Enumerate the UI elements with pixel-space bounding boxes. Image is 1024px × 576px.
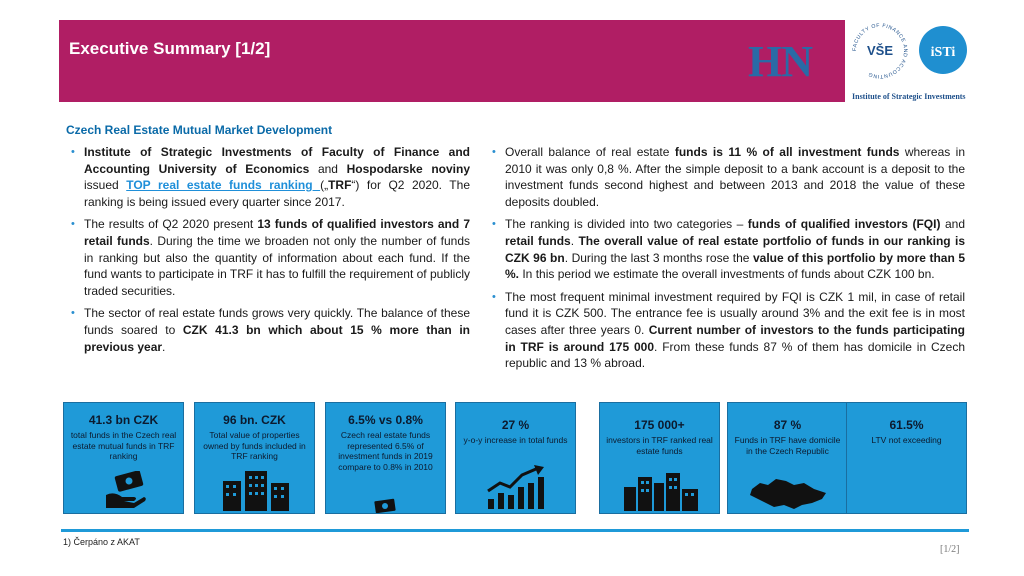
hn-logo: HN — [748, 37, 812, 86]
stat-card-share — [325, 402, 446, 514]
text: . During the time we broaden not only the number of funds in ranking but also the quantity of information about each fund. If the fund wants to participate in TRF it has to fulfill the requirement of publicly traded securities. — [84, 233, 471, 298]
text: “) for Q2 2020. The ranking is being issued every quarter since 2017. — [84, 178, 470, 209]
bold-text: The overall value of real estate portfolio of funds in our ranking is CZK 96 bn — [505, 233, 965, 265]
text: In this period we estimate the overall investments of funds about CZK 100 bn. — [519, 267, 935, 282]
text: The most frequent minimal investment required by FQI is CZK 1 mil, in case of retail fund it is CZK 500. The entrance fee is usually around 3% and the exit fee is in most cases after three years 0. — [505, 289, 965, 337]
bold-text: funds of qualified investors (FQI) — [747, 217, 941, 232]
bullet-item — [491, 144, 965, 210]
stat-value: 41.3 bn CZK — [88, 413, 159, 427]
growth-chart-icon — [484, 465, 550, 511]
money-icon — [374, 497, 398, 513]
text: . — [570, 233, 579, 248]
bold-text: funds is 11 % of all investment funds — [674, 145, 900, 159]
bold-text: Hospodarske noviny — [346, 161, 470, 176]
page-number: [1/2] — [940, 544, 960, 555]
bold-text: Institute of Strategic Investments of Faculty of Finance and Accounting University of Economics — [84, 145, 470, 176]
right-column — [491, 144, 965, 378]
text: and — [309, 161, 347, 176]
stat-card-domicile — [727, 402, 848, 514]
section-title: Czech Real Estate Mutual Market Development — [66, 123, 333, 137]
czech-map-icon — [748, 475, 830, 511]
stat-description: LTV not exceeding — [871, 435, 942, 445]
stat-card-properties — [194, 402, 315, 514]
buildings-icon — [221, 469, 291, 511]
bullet-item — [70, 216, 470, 299]
bullet-item — [70, 144, 470, 210]
bullet-item — [70, 305, 470, 355]
stat-value: 96 bn. CZK — [223, 413, 286, 427]
text: Overall balance of real estate — [505, 145, 675, 159]
bold-text: value of this portfolio by more than 5 %. — [505, 250, 966, 282]
stat-value: 87 % — [773, 418, 802, 432]
text: The results of Q2 2020 present — [84, 217, 258, 232]
stat-value: 61.5% — [889, 418, 924, 432]
stat-card-investors — [599, 402, 720, 514]
left-column — [70, 144, 470, 361]
stat-description: Czech real estate funds represented 6.5% of investment funds in 2019 compare to 0.8% in 2010 — [338, 430, 433, 472]
bold-text: CZK 41.3 bn which about 15 % more than in previous year — [84, 322, 471, 354]
text: and — [940, 217, 965, 232]
stat-value: 27 % — [501, 418, 530, 432]
stat-card-growth — [455, 402, 576, 514]
text: . During the last 3 months rose the — [564, 250, 753, 265]
vse-wordmark: VŠE — [866, 43, 894, 58]
stats-row — [63, 402, 968, 514]
bold-text: TRF — [328, 178, 352, 193]
bold-text: Current number of investors to the funds participating in TRF is around 175 000 — [505, 322, 965, 354]
stat-description: Total value of properties owned by funds included in TRF ranking — [203, 430, 306, 461]
stat-card-funds — [63, 402, 184, 514]
text: issued — [84, 178, 127, 193]
isi-caption: Institute of Strategic Investments — [852, 92, 966, 101]
stat-value: 175 000+ — [634, 418, 685, 432]
bullet-item — [491, 289, 965, 372]
money-hand-icon — [104, 471, 148, 509]
isi-logo — [917, 24, 969, 80]
vse-logo — [849, 20, 911, 82]
stat-description: total funds in the Czech real estate mutual funds in TRF ranking — [70, 430, 177, 461]
text: The ranking is divided into two categories – — [505, 217, 748, 232]
isi-wordmark: iSTi — [930, 45, 956, 60]
trf-ranking-link[interactable]: TOP real estate funds ranking — [126, 178, 321, 193]
text: The sector of real estate funds grows very quickly. The balance of these funds soared to — [84, 306, 470, 337]
stat-description: y-o-y increase in total funds — [463, 435, 568, 445]
footnote: 1) Čerpáno z AKAT — [63, 537, 140, 547]
header-banner — [59, 20, 845, 102]
bold-text: 13 funds of qualified investors and 7 retail funds — [84, 217, 470, 248]
bullet-item — [491, 216, 965, 282]
stat-value: 6.5% vs 0.8% — [348, 413, 423, 427]
text: („ — [320, 178, 329, 193]
text: . From these funds 87 % of them has domicile in Czech republic and 13 % abroad. — [505, 339, 965, 371]
stat-card-ltv — [846, 402, 967, 514]
city-icon — [622, 469, 700, 511]
stat-description: investors in TRF ranked real estate funds — [606, 435, 713, 456]
vse-ring-text: FACULTY OF FINANCE AND ACCOUNTING — [851, 22, 909, 80]
text: whereas in 2010 it was only 0,8 %. After the simple deposit to a bank account is a deposit to the investment funds second highest and between 2013 and 2018 the value of these deposits doubled. — [505, 145, 965, 209]
stat-description: Funds in TRF have domicile in the Czech Republic — [734, 435, 841, 456]
footer-divider — [61, 529, 969, 532]
page-title: Executive Summary [1/2] — [69, 39, 271, 58]
bold-text: retail funds — [505, 233, 571, 248]
text: . — [162, 339, 166, 354]
